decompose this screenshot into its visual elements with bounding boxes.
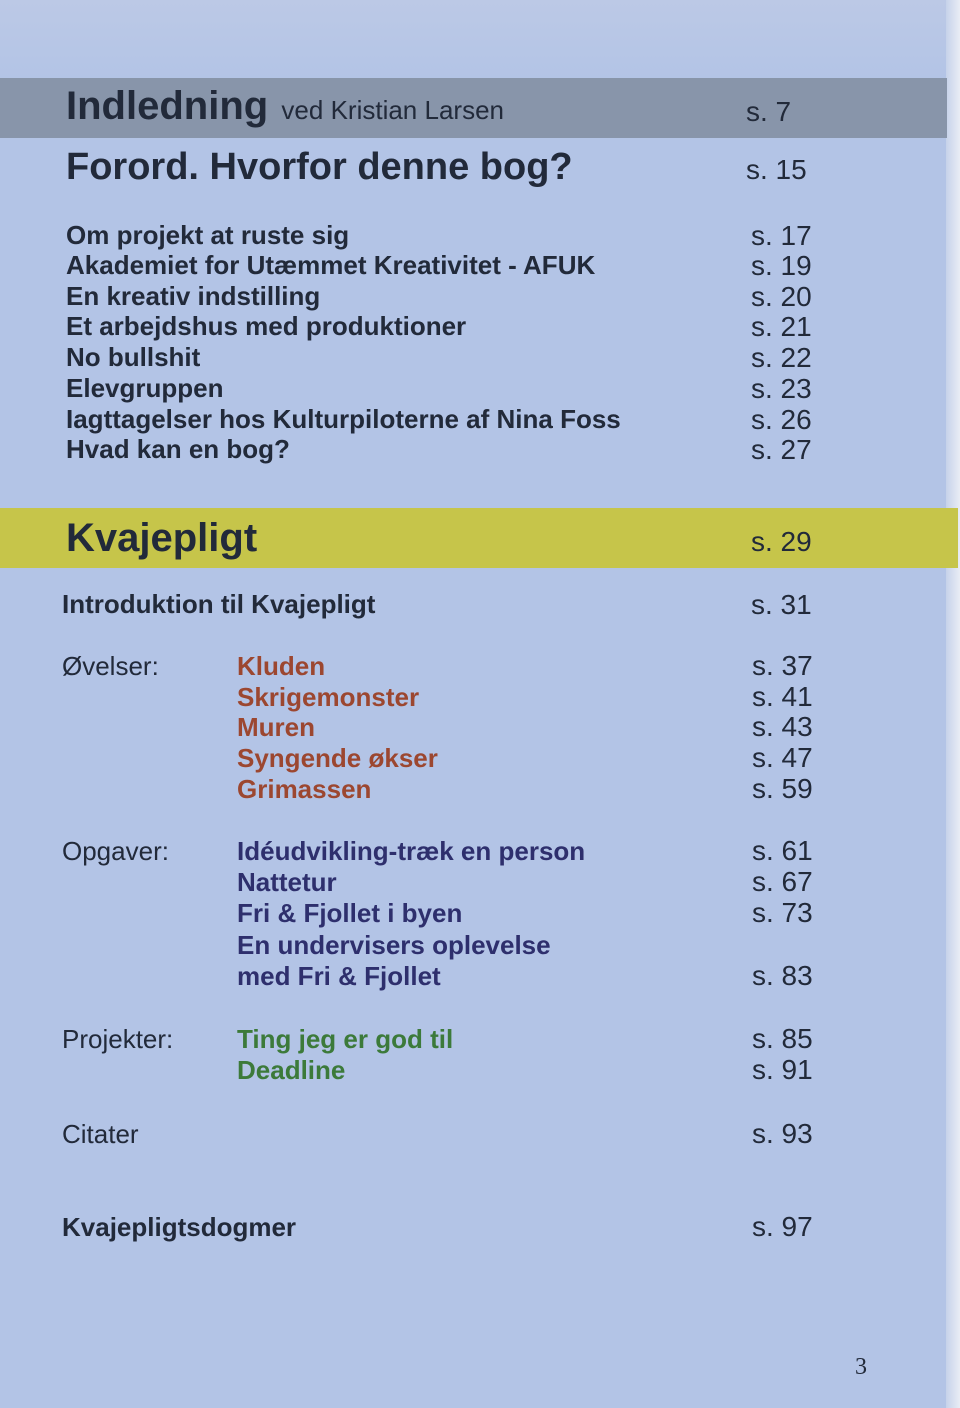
opgave-item[interactable]: Nattetur [237,867,337,897]
entry-page: s. 27 [751,434,812,465]
entry-page: s. 20 [751,281,812,312]
page-top-shade [0,0,960,78]
toc-dogmer[interactable]: Kvajepligtsdogmer [62,1212,297,1242]
opgave-item[interactable]: En undervisers oplevelse [237,930,551,960]
entry-page: s. 26 [751,404,812,435]
page-edge [946,0,960,1408]
indledning-title: Indledning [66,84,269,128]
citater-page: s. 93 [752,1118,813,1149]
toc-entry[interactable] [66,342,826,372]
ovelser-label: Øvelser: [62,651,159,681]
dogmer-page: s. 97 [752,1211,813,1242]
entry-page: s. 22 [751,342,812,373]
entry-title: Elevgruppen [66,373,224,403]
toc-entry[interactable] [66,404,826,434]
entry-page: s. 17 [751,220,812,251]
toc-kvajepligt[interactable] [66,516,826,560]
toc-entry[interactable] [66,311,826,341]
projekt-item[interactable]: Deadline [237,1055,346,1085]
toc-citater[interactable]: Citater [62,1119,139,1149]
projekt-page: s. 91 [752,1054,813,1085]
opgave-item[interactable]: Fri & Fjollet i byen [237,898,463,928]
entry-title: Akademiet for Utæmmet Kreativitet - AFUK [66,250,596,280]
indledning-subtitle: ved Kristian Larsen [281,95,504,125]
page-number: 3 [855,1354,867,1380]
ovelse-item[interactable]: Muren [237,712,315,742]
toc-introduktion[interactable] [62,589,822,619]
kvajepligt-title: Kvajepligt [66,516,258,560]
projekt-item[interactable]: Ting jeg er god til [237,1024,454,1054]
opgave-page: s. 73 [752,897,813,928]
toc-indledning[interactable] [66,84,826,128]
introduktion-title: Introduktion til Kvajepligt [62,589,376,619]
ovelse-page: s. 41 [752,681,813,712]
entry-page: s. 23 [751,373,812,404]
opgave-page: s. 67 [752,866,813,897]
projekter-label: Projekter: [62,1024,174,1054]
indledning-page: s. 7 [746,96,792,127]
ovelse-page: s. 37 [752,650,813,681]
ovelse-item[interactable]: Kluden [237,651,326,681]
forord-page: s. 15 [746,154,807,185]
projekt-page: s. 85 [752,1023,813,1054]
ovelse-page: s. 43 [752,711,813,742]
opgave-page: s. 61 [752,835,813,866]
ovelse-page: s. 59 [752,773,813,804]
entry-page: s. 19 [751,250,812,281]
forord-title: Forord. Hvorfor denne bog? [66,146,573,188]
toc-entry[interactable] [66,250,826,280]
opgave-page: s. 83 [752,960,813,991]
entry-title: Et arbejdshus med produktioner [66,311,467,341]
toc-forord[interactable] [66,146,826,188]
ovelse-item[interactable]: Grimassen [237,774,372,804]
entry-title: Om projekt at ruste sig [66,220,350,250]
entry-title: Hvad kan en bog? [66,434,290,464]
introduktion-page: s. 31 [751,589,812,620]
entry-page: s. 21 [751,311,812,342]
opgave-item[interactable]: med Fri & Fjollet [237,961,441,991]
entry-title: No bullshit [66,342,201,372]
toc-entry[interactable] [66,373,826,403]
ovelse-item[interactable]: Skrigemonster [237,682,420,712]
opgaver-label: Opgaver: [62,836,169,866]
entry-title: Iagttagelser hos Kulturpiloterne af Nina Foss [66,404,621,434]
entry-title: En kreativ indstilling [66,281,321,311]
toc-entry[interactable] [66,220,826,250]
toc-entry[interactable] [66,434,826,464]
ovelse-item[interactable]: Syngende økser [237,743,438,773]
ovelse-page: s. 47 [752,742,813,773]
opgave-item[interactable]: Idéudvikling-træk en person [237,836,586,866]
kvajepligt-page: s. 29 [751,526,812,557]
toc-entry[interactable] [66,281,826,311]
